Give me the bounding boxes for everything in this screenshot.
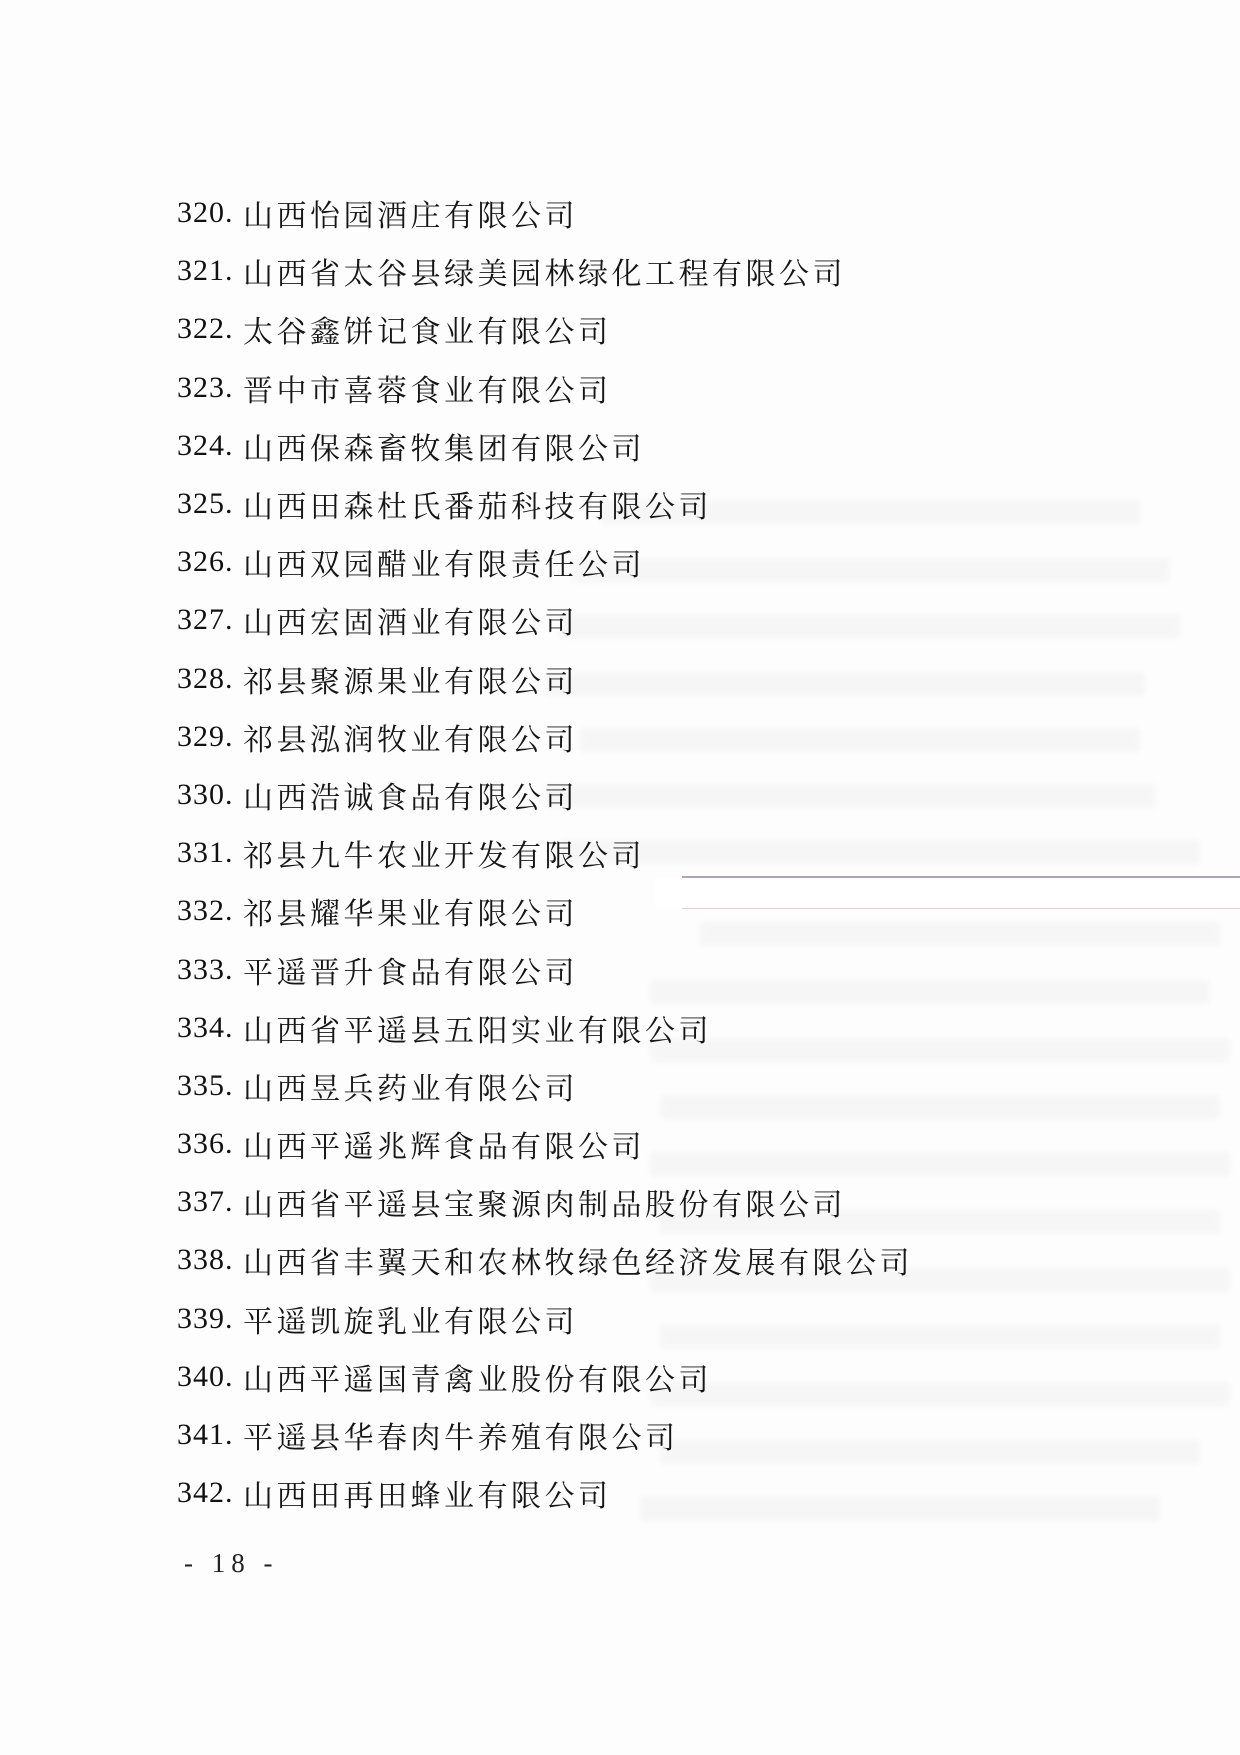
list-item <box>177 1115 913 1173</box>
company-name: 山西保森畜牧集团有限公司 <box>243 432 645 466</box>
list-item <box>177 417 913 475</box>
list-item <box>177 882 913 940</box>
company-name: 祁县泓润牧业有限公司 <box>243 723 578 757</box>
list-item <box>177 359 913 417</box>
company-name: 山西省丰翼天和农林牧绿色经济发展有限公司 <box>243 1247 913 1281</box>
company-name: 山西省平遥县五阳实业有限公司 <box>243 1014 712 1048</box>
page-number: - 18 - <box>184 1548 279 1578</box>
item-number: 325. <box>177 487 234 521</box>
list-item <box>177 1464 913 1522</box>
item-number: 335. <box>177 1068 234 1102</box>
company-name: 山西田再田蜂业有限公司 <box>243 1480 612 1514</box>
company-name: 山西省平遥县宝聚源肉制品股份有限公司 <box>243 1189 846 1223</box>
item-number: 320. <box>177 196 234 230</box>
list-item <box>177 1231 913 1289</box>
list-item <box>177 242 913 300</box>
item-number: 328. <box>177 661 234 695</box>
item-number: 334. <box>177 1010 234 1044</box>
item-number: 323. <box>177 370 234 404</box>
company-name: 晋中市喜蓉食业有限公司 <box>243 374 612 408</box>
list-item <box>177 533 913 591</box>
list-item <box>177 1057 913 1115</box>
item-number: 331. <box>177 836 234 870</box>
company-name: 山西双园醋业有限责任公司 <box>243 549 645 583</box>
company-name: 平遥晋升食品有限公司 <box>243 956 578 990</box>
item-number: 332. <box>177 894 234 928</box>
item-number: 321. <box>177 254 234 288</box>
item-number: 333. <box>177 952 234 986</box>
company-name: 山西浩诚食品有限公司 <box>243 781 578 815</box>
list-item <box>177 1290 913 1348</box>
company-name: 祁县耀华果业有限公司 <box>243 898 578 932</box>
list-item <box>177 184 913 242</box>
item-number: 340. <box>177 1359 234 1393</box>
item-number: 338. <box>177 1243 234 1277</box>
company-name: 祁县九牛农业开发有限公司 <box>243 840 645 874</box>
company-name: 山西省太谷县绿美园林绿化工程有限公司 <box>243 258 846 292</box>
list-item <box>177 300 913 358</box>
item-number: 324. <box>177 428 234 462</box>
item-number: 326. <box>177 545 234 579</box>
item-number: 342. <box>177 1476 234 1510</box>
list-item <box>177 999 913 1057</box>
list-item <box>177 824 913 882</box>
company-name: 山西田森杜氏番茄科技有限公司 <box>243 491 712 525</box>
list-item <box>177 708 913 766</box>
company-name: 山西平遥兆辉食品有限公司 <box>243 1131 645 1165</box>
list-item <box>177 1348 913 1406</box>
company-name: 平遥县华春肉牛养殖有限公司 <box>243 1422 679 1456</box>
company-name: 平遥凯旋乳业有限公司 <box>243 1305 578 1339</box>
item-number: 330. <box>177 777 234 811</box>
item-number: 322. <box>177 312 234 346</box>
company-list <box>177 184 913 1522</box>
item-number: 336. <box>177 1127 234 1161</box>
item-number: 341. <box>177 1418 234 1452</box>
company-name: 山西宏固酒业有限公司 <box>243 607 578 641</box>
item-number: 327. <box>177 603 234 637</box>
item-number: 337. <box>177 1185 234 1219</box>
list-item <box>177 650 913 708</box>
list-item <box>177 1173 913 1231</box>
company-name: 祁县聚源果业有限公司 <box>243 665 578 699</box>
list-item <box>177 475 913 533</box>
item-number: 339. <box>177 1301 234 1335</box>
list-item <box>177 591 913 649</box>
company-name: 山西平遥国青禽业股份有限公司 <box>243 1363 712 1397</box>
list-item <box>177 940 913 998</box>
company-name: 山西昱兵药业有限公司 <box>243 1072 578 1106</box>
list-item <box>177 766 913 824</box>
company-name: 太谷鑫饼记食业有限公司 <box>243 316 612 350</box>
item-number: 329. <box>177 719 234 753</box>
list-item <box>177 1406 913 1464</box>
company-name: 山西怡园酒庄有限公司 <box>243 200 578 234</box>
